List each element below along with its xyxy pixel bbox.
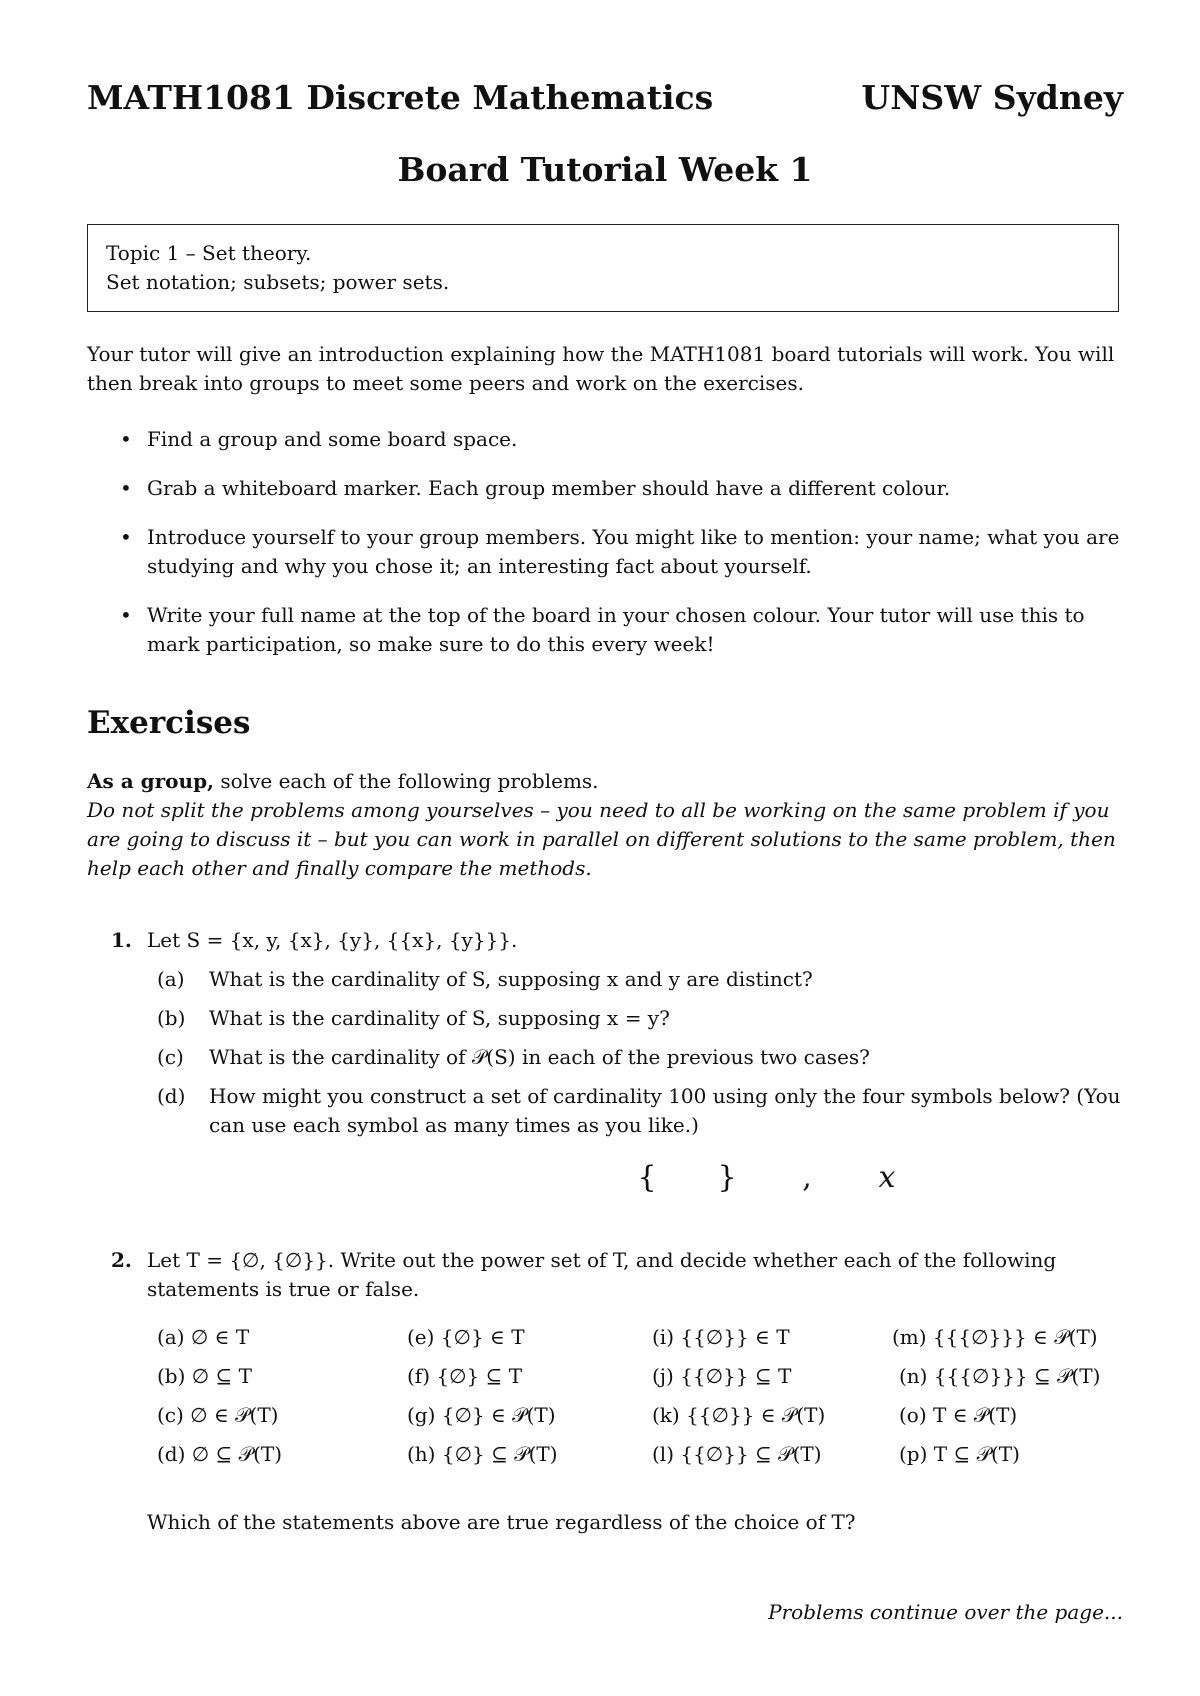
group-instructions xyxy=(87,767,1123,883)
question-stem: Let S = {x, y, {x}, {y}, {{x}, {y}}}. xyxy=(147,928,518,952)
course-title: MATH1081 Discrete Mathematics xyxy=(87,78,714,117)
topic-box xyxy=(87,224,1119,312)
symbol-close-brace: } xyxy=(717,1160,737,1195)
continued-note: Problems continue over the page... xyxy=(768,1600,1123,1624)
instruction-item: • Write your full name at the top of the board in your chosen colour. Your tutor will use this to mark participation, so make sure to do this every week! xyxy=(87,601,1123,659)
instruction-item: • Grab a whiteboard marker. Each group member should have a different colour. xyxy=(87,474,1123,503)
group-bold: As a group, xyxy=(87,769,215,793)
instruction-list xyxy=(87,425,1123,679)
question-part: (b) What is the cardinality of S, supposing x = y? xyxy=(157,1006,670,1030)
statement: (o) T ∈ 𝒫(T) xyxy=(899,1403,1018,1427)
question-stem: Let T = {∅, {∅}}. Write out the power set of T, and decide whether each of the following statements is true or false. xyxy=(147,1248,1057,1301)
intro-paragraph: Your tutor will give an introduction explaining how the MATH1081 board tutorials will work. You will then break into groups to meet some peers and work on the exercises. xyxy=(87,342,1115,395)
statement: (n) {{{∅}}} ⊆ 𝒫(T) xyxy=(899,1364,1101,1388)
question-number: 2. xyxy=(111,1248,132,1272)
topic-line-1: Topic 1 – Set theory. xyxy=(106,241,312,265)
statement: (h) {∅} ⊆ 𝒫(T) xyxy=(407,1442,558,1466)
statement: (f) {∅} ⊆ T xyxy=(407,1364,523,1388)
question-2 xyxy=(87,1246,1123,1304)
statement: (e) {∅} ∈ T xyxy=(407,1325,525,1349)
university-name: UNSW Sydney xyxy=(861,78,1123,117)
symbol-x: x xyxy=(878,1160,896,1195)
statement: (a) ∅ ∈ T xyxy=(157,1325,250,1349)
question-part: (d) How might you construct a set of cardinality 100 using only the four symbols below? (You can use each symbol as many times as you like.) xyxy=(157,1084,1121,1137)
followup-question: Which of the statements above are true regardless of the choice of T? xyxy=(147,1510,856,1534)
instruction-item: • Introduce yourself to your group members. You might like to mention: your name; what you are studying and why you chose it; an interesting fact about yourself. xyxy=(87,523,1123,581)
statement: (i) {{∅}} ∈ T xyxy=(652,1325,790,1349)
statement: (b) ∅ ⊆ T xyxy=(157,1364,252,1388)
symbol-open-brace: { xyxy=(637,1160,657,1195)
statement: (d) ∅ ⊆ 𝒫(T) xyxy=(157,1442,283,1466)
topic-line-2: Set notation; subsets; power sets. xyxy=(106,270,450,294)
statement: (l) {{∅}} ⊆ 𝒫(T) xyxy=(652,1442,822,1466)
question-1 xyxy=(87,926,1123,1140)
statement: (c) ∅ ∈ 𝒫(T) xyxy=(157,1403,279,1427)
instruction-item: • Find a group and some board space. xyxy=(87,425,1123,454)
statement: (p) T ⊆ 𝒫(T) xyxy=(899,1442,1020,1466)
group-rest: solve each of the following problems. xyxy=(214,769,599,793)
question-part: (c) What is the cardinality of 𝒫(S) in each of the previous two cases? xyxy=(157,1045,870,1069)
statement: (j) {{∅}} ⊆ T xyxy=(652,1364,792,1388)
statement: (g) {∅} ∈ 𝒫(T) xyxy=(407,1403,556,1427)
group-italic: Do not split the problems among yourselves – you need to all be working on the same problem if you are going to discuss it – but you can work in parallel on different solutions to the same problem, then help each other and finally compare the methods. xyxy=(87,798,1116,880)
statement: (k) {{∅}} ∈ 𝒫(T) xyxy=(652,1403,826,1427)
question-number: 1. xyxy=(111,928,132,952)
question-part: (a) What is the cardinality of S, supposing x and y are distinct? xyxy=(157,967,813,991)
symbol-comma: , xyxy=(802,1160,812,1195)
exercises-heading: Exercises xyxy=(87,705,251,741)
statement: (m) {{{∅}}} ∈ 𝒫(T) xyxy=(892,1325,1098,1349)
symbol-list xyxy=(607,1160,927,1195)
page-title: Board Tutorial Week 1 xyxy=(397,150,813,189)
